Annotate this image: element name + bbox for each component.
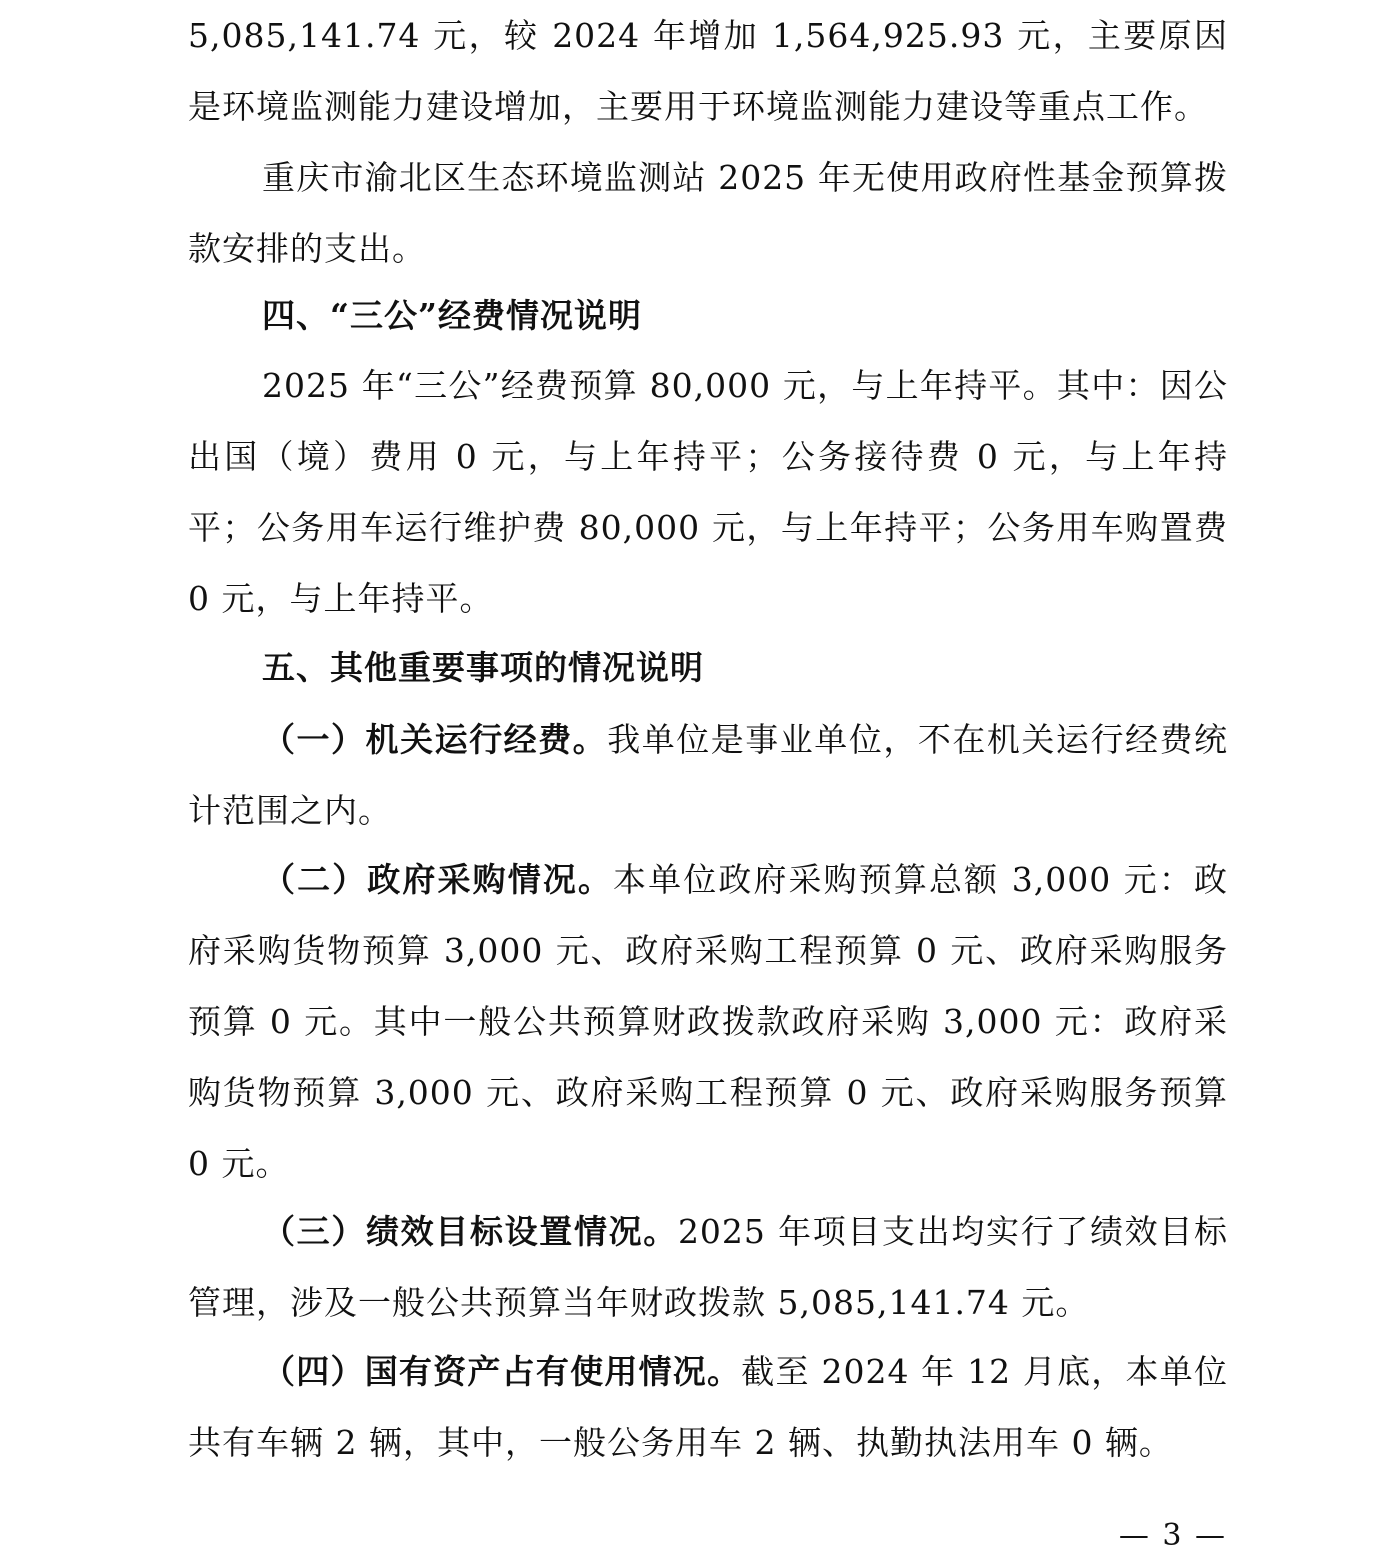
paragraph-performance-targets: [188, 1196, 1228, 1338]
paragraph-operating-expenses: [188, 704, 1228, 846]
section-lead-operating-expenses: （一）机关运行经费。: [262, 720, 608, 759]
paragraph-budget-increase: 5,085,141.74 元，较 2024 年增加 1,564,925.93 元，主要原因是环境监测能力建设增加，主要用于环境监测能力建设等重点工作。: [188, 16, 1228, 126]
section-body-state-assets: 截至 2024 年 12 月底，本单位共有车辆 2 辆，其中，一般公务用车 2 辆、执勤执法用车 0 辆。: [188, 1352, 1228, 1462]
section-body-performance-targets: 2025 年项目支出均实行了绩效目标管理，涉及一般公共预算当年财政拨款 5,085,141.74 元。: [188, 1212, 1228, 1322]
paragraph-three-public-expenses: 2025 年“三公”经费预算 80,000 元，与上年持平。其中：因公出国（境）费用 0 元，与上年持平；公务接待费 0 元，与上年持平；公务用车运行维护费 80,000 元，与上年持平；公务用车购置费 0 元，与上年持平。: [188, 366, 1228, 618]
section-lead-state-assets: （四）国有资产占有使用情况。: [262, 1352, 742, 1391]
page-number: — 3 —: [1118, 1518, 1227, 1553]
paragraph-fund-budget: 重庆市渝北区生态环境监测站 2025 年无使用政府性基金预算拨款安排的支出。: [188, 158, 1228, 268]
section-body-operating-expenses: 我单位是事业单位，不在机关运行经费统计范围之内。: [188, 720, 1229, 830]
section-lead-government-procurement: （二）政府采购情况。: [262, 860, 614, 899]
paragraph-state-assets: [188, 1336, 1228, 1478]
section-lead-performance-targets: （三）绩效目标设置情况。: [262, 1212, 678, 1251]
heading-three-public-expenses: 四、“三公”经费情况说明: [262, 296, 642, 335]
heading-other-matters: 五、其他重要事项的情况说明: [262, 648, 704, 687]
section-body-government-procurement: 本单位政府采购预算总额 3,000 元：政府采购货物预算 3,000 元、政府采购工程预算 0 元、政府采购服务预算 0 元。其中一般公共预算财政拨款政府采购 3,000 元：政府采购货物预算 3,000 元、政府采购工程预算 0 元、政府采购服务预算 0 元。: [188, 860, 1229, 1183]
paragraph-government-procurement: [188, 844, 1228, 1199]
